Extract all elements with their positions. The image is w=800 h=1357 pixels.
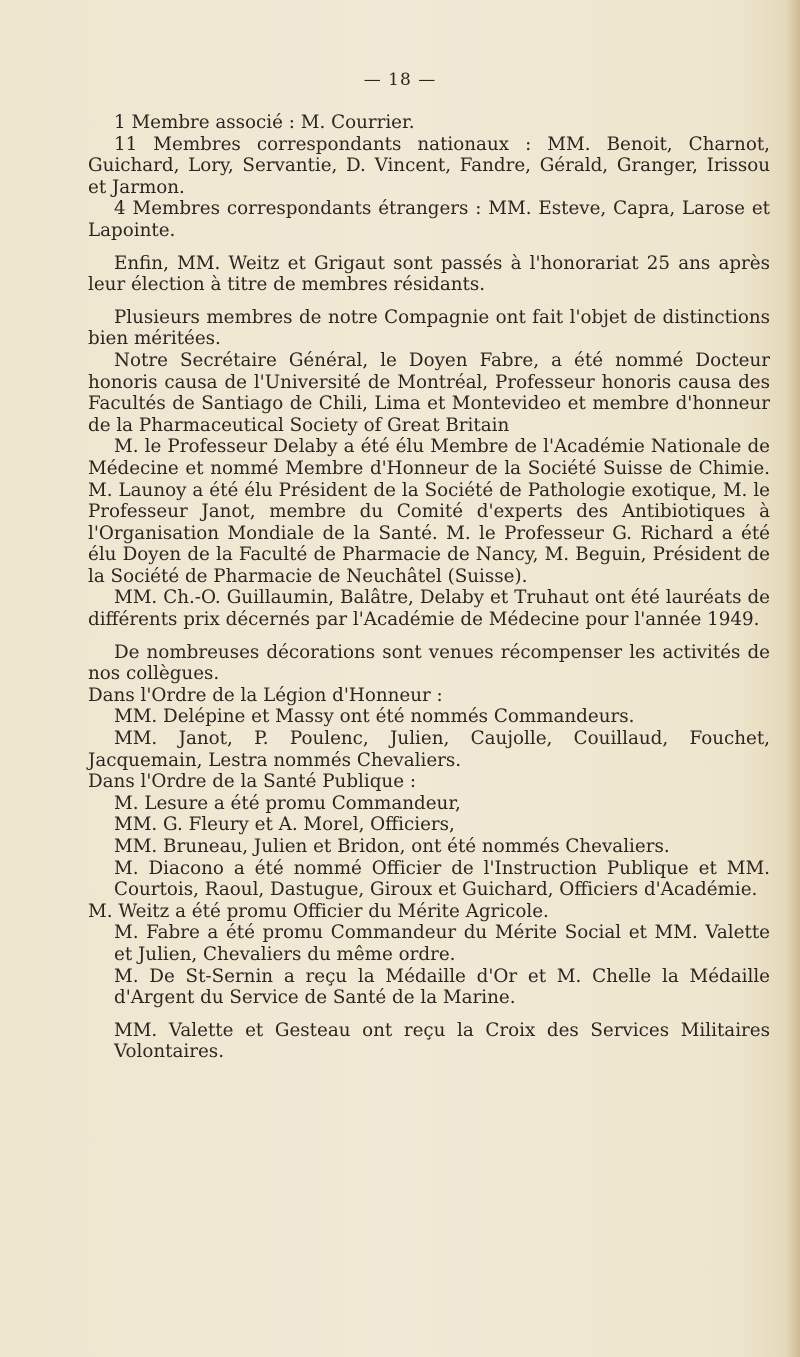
paragraph-distinctions: Plusieurs membres de notre Compagnie ont fait l'objet de distinctions bien méritées.: [88, 306, 770, 350]
paragraph-fabre: Notre Secrétaire Général, le Doyen Fabre, a été nommé Docteur honoris causa de l'Université de Montréal, Professeur honoris causa des Facultés de Santiago de Chili, Lima et Montevideo et membre d'honneur de la Pharmaceutical Society of Great Britain: [88, 349, 770, 436]
paragraph-correspondants-nationaux: 11 Membres correspondants nationaux : MM. Benoit, Charnot, Guichard, Lory, Servantie, D. Vincent, Fandre, Gérald, Granger, Irissou et Jarmon.: [88, 133, 770, 198]
paragraph-croix-services: MM. Valette et Gesteau ont reçu la Croix des Services Militaires Volontaires.: [114, 1019, 770, 1063]
page-number: — 18 —: [363, 70, 437, 90]
paragraph-merite-social: M. Fabre a été promu Commandeur du Mérite Social et MM. Valette et Julien, Chevaliers du même ordre.: [114, 922, 770, 965]
paragraph-officiers-sante: MM. G. Fleury et A. Morel, Officiers,: [114, 814, 455, 836]
paragraph-lesure: M. Lesure a été promu Commandeur,: [114, 792, 461, 814]
page-edge-shadow: [786, 0, 800, 1357]
paragraph-medailles-marine: M. De St-Sernin a reçu la Médaille d'Or et M. Chelle la Médaille d'Argent du Service de Santé de la Marine.: [114, 965, 770, 1009]
paragraph-instruction-publique: M. Diacono a été nommé Officier de l'Instruction Publique et MM. Courtois, Raoul, Dastugue, Giroux et Guichard, Officiers d'Académie.: [114, 857, 770, 901]
paragraph-chevaliers-legion: MM. Janot, P. Poulenc, Julien, Caujolle, Couillaud, Fouchet, Jacquemain, Lestra nommés Chevaliers.: [88, 728, 770, 771]
paragraph-chevaliers-sante: MM. Bruneau, Julien et Bridon, ont été nommés Chevaliers.: [114, 836, 670, 857]
paragraph-commandeurs: MM. Delépine et Massy ont été nommés Commandeurs.: [114, 706, 635, 728]
paragraph-merite-agricole: M. Weitz a été promu Officier du Mérite Agricole.: [88, 900, 549, 922]
paragraph-correspondants-etrangers: 4 Membres correspondants étrangers : MM. Esteve, Capra, Larose et Lapointe.: [88, 198, 770, 241]
paragraph-laureats: MM. Ch.-O. Guillaumin, Balâtre, Delaby et Truhaut ont été lauréats de différents prix décernés par l'Académie de Médecine pour l'année 1949.: [88, 587, 770, 631]
paragraph-membre-associe: 1 Membre associé : M. Courrier.: [114, 112, 415, 133]
paragraph-delaby: M. le Professeur Delaby a été élu Membre de l'Académie Nationale de Médecine et nommé Membre d'Honneur de la Société Suisse de Chimie. M. Launoy a été élu Président de la Société de Pathologie exotique, M. le Professeur Janot, membre du Comité d'experts des Antibiotiques à l'Organisation Mondiale de la Santé. M. le Professeur G. Richard a été élu Doyen de la Faculté de Pharmacie de Nancy, M. Beguin, Président de la Société de Pharmacie de Neuchâtel (Suisse).: [88, 436, 770, 587]
heading-legion-honneur: Dans l'Ordre de la Légion d'Honneur :: [88, 684, 443, 706]
paragraph-honorariat: Enfin, MM. Weitz et Grigaut sont passés à l'honorariat 25 ans après leur élection à titre de membres résidants.: [88, 252, 770, 296]
paragraph-decorations: De nombreuses décorations sont venues récompenser les activités de nos collègues.: [88, 641, 770, 685]
heading-sante-publique: Dans l'Ordre de la Santé Publique :: [88, 771, 416, 793]
body-text: [88, 112, 770, 1063]
